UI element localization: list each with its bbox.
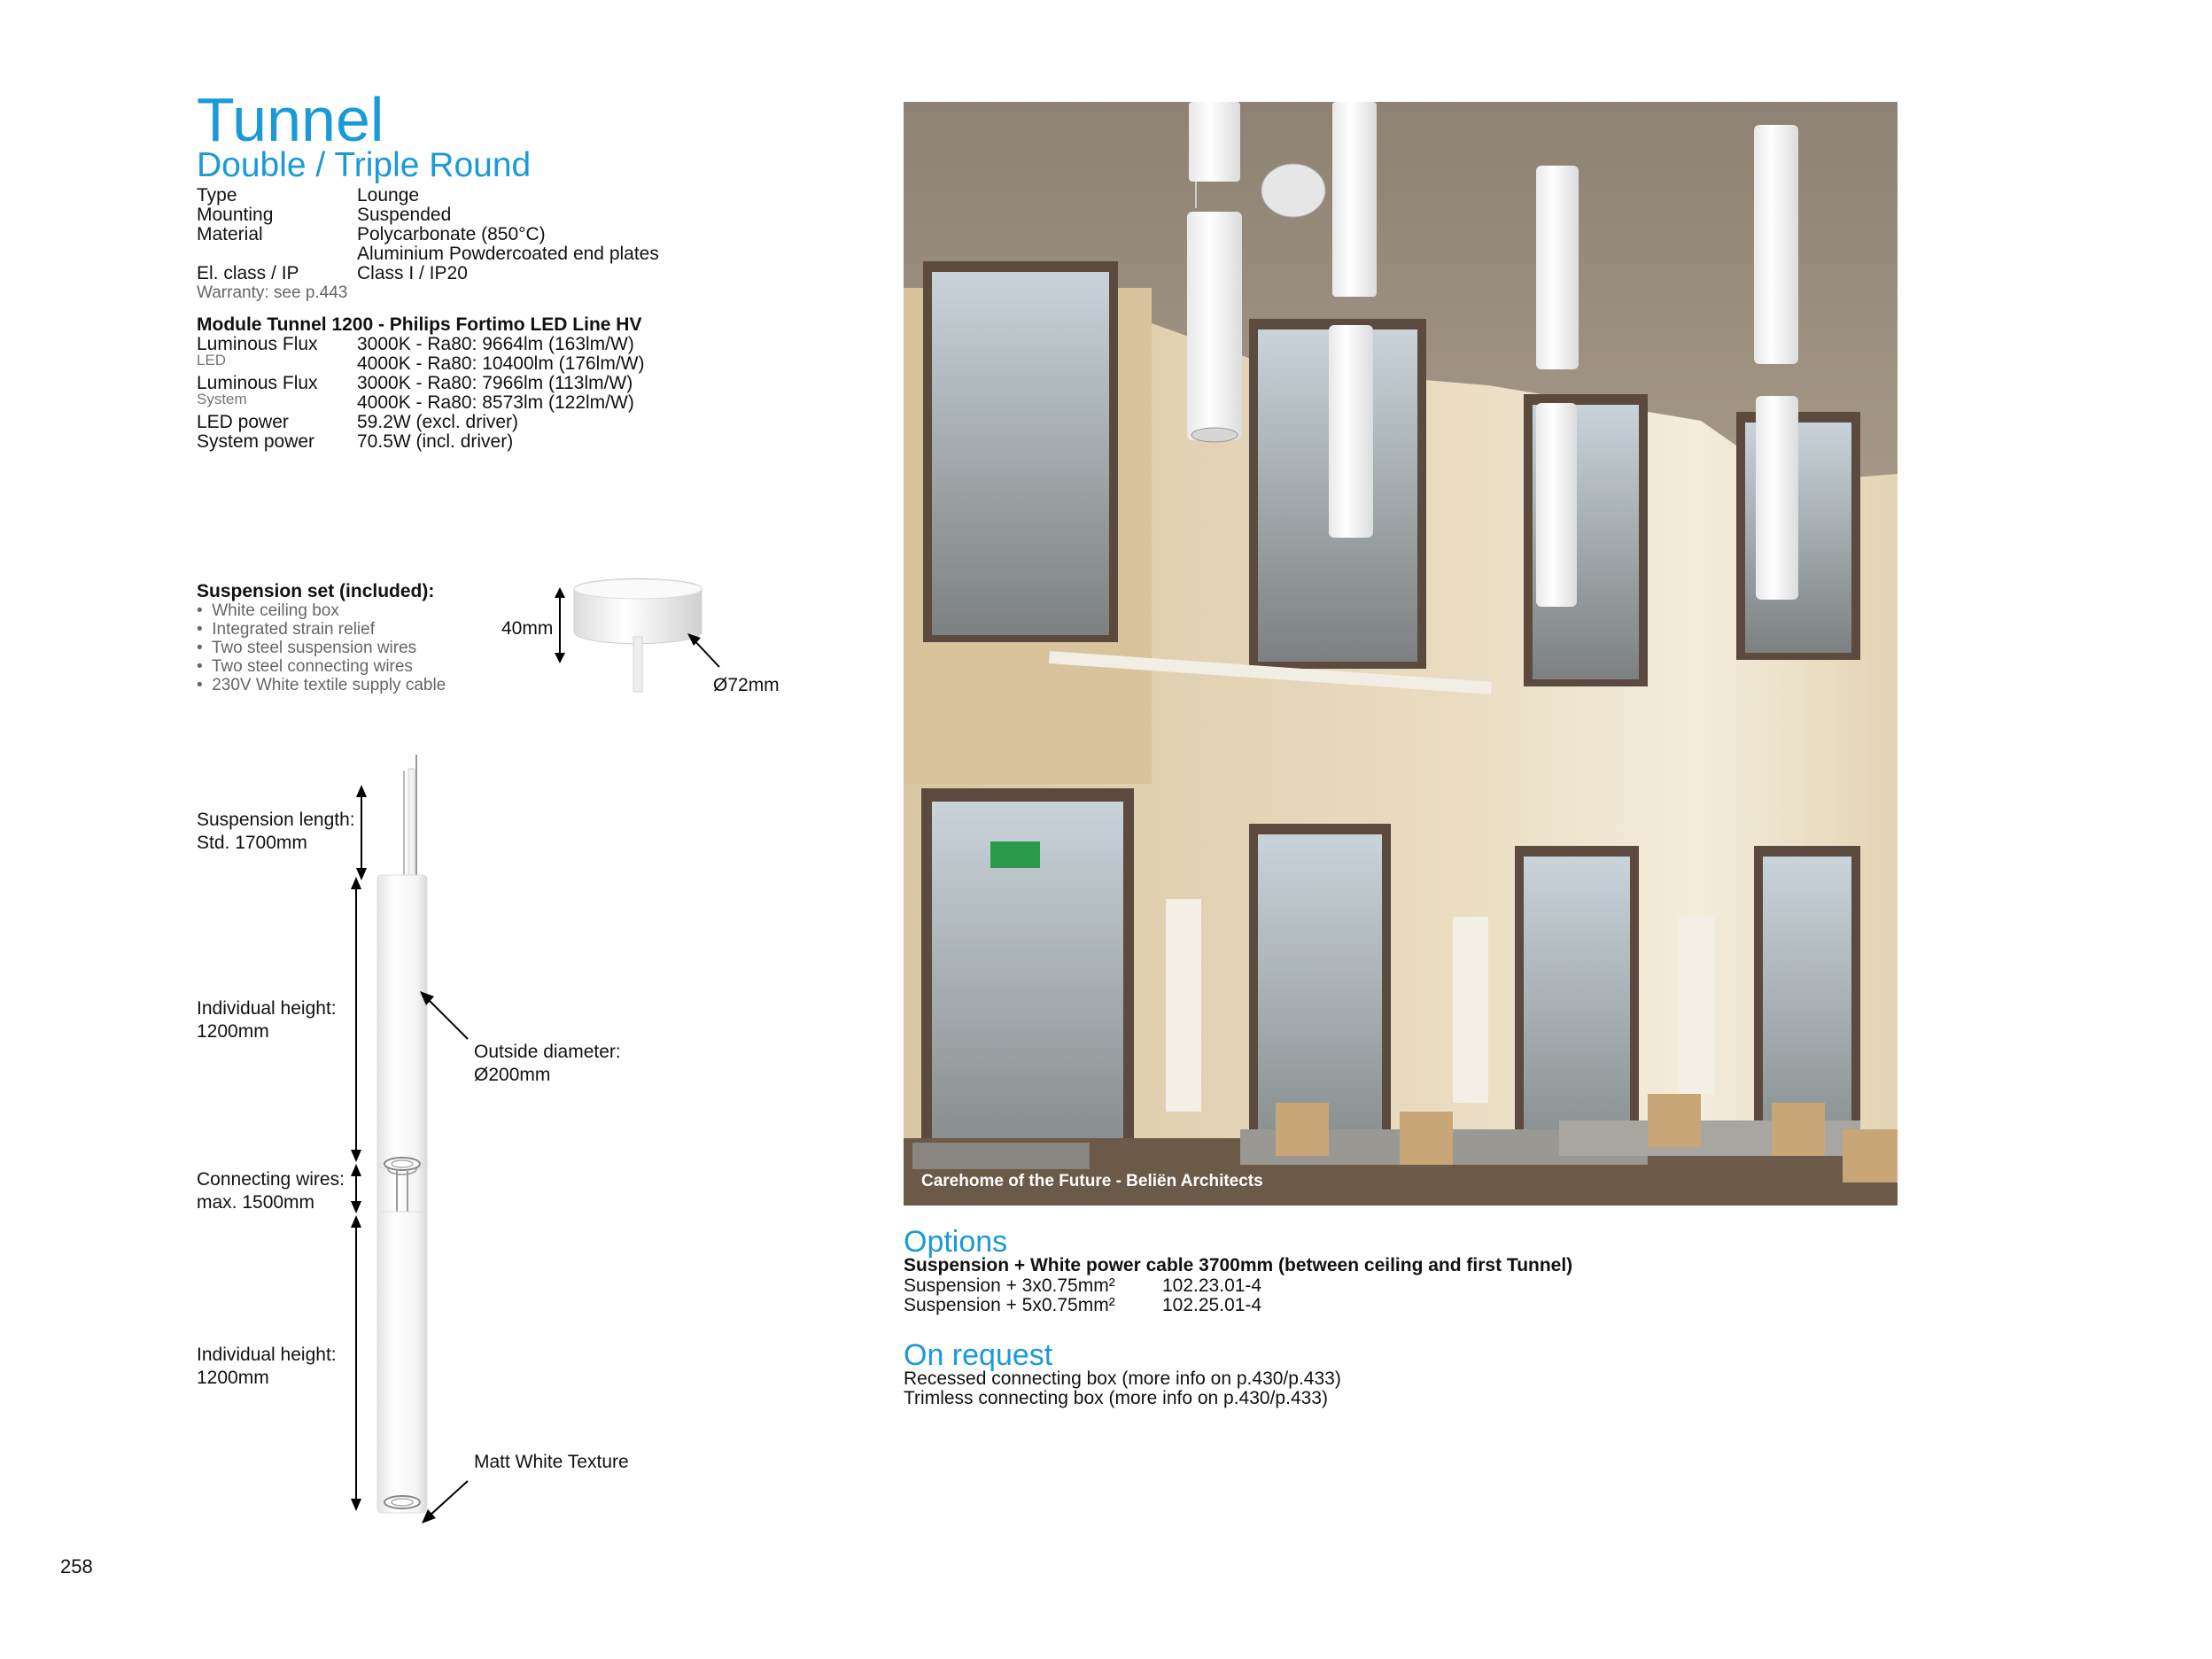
label-line: max. 1500mm xyxy=(197,1192,315,1213)
list-item: • White ceiling box xyxy=(197,601,339,620)
list-item: Trimless connecting box (more info on p.430/p.433) xyxy=(904,1388,1328,1408)
option-label: Suspension + 3x0.75mm² xyxy=(904,1275,1115,1296)
label-line: Outside diameter: xyxy=(474,1042,621,1062)
spec-value: Polycarbonate (850°C) xyxy=(357,224,546,244)
pendant-lamp xyxy=(1189,102,1240,182)
spec-label: Material xyxy=(197,224,263,244)
box-height-label: 40mm xyxy=(501,618,554,639)
spec-value: Suspended xyxy=(357,205,452,225)
suspension-set-list xyxy=(197,601,516,694)
option-code: 102.23.01-4 xyxy=(1162,1275,1262,1296)
flux-led-value-1: 3000K - Ra80: 9664lm (163lm/W) xyxy=(357,334,634,354)
label-line: 1200mm xyxy=(197,1368,269,1388)
spec-label: El. class / IP xyxy=(197,263,299,283)
page-number: 258 xyxy=(60,1555,93,1578)
list-item: • Two steel suspension wires xyxy=(197,639,417,657)
spec-table xyxy=(197,186,728,301)
list-item-text: White ceiling box xyxy=(212,601,339,620)
flux-system-sub: System xyxy=(197,391,247,407)
texture-label: Matt White Texture xyxy=(474,1452,629,1472)
interior-photo xyxy=(904,102,1898,1205)
list-item-text: Two steel connecting wires xyxy=(211,657,413,676)
pendant-lamp xyxy=(1536,166,1579,369)
system-power-value: 70.5W (incl. driver) xyxy=(357,431,514,452)
spec-value: Lounge xyxy=(357,185,420,205)
product-subtitle: Double / Triple Round xyxy=(197,146,532,184)
photo-caption: Carehome of the Future - Beliën Architects xyxy=(921,1172,1263,1190)
on-request-list xyxy=(904,1369,1341,1408)
label-line: Individual height: xyxy=(197,998,337,1019)
spec-value: Aluminium Powdercoated end plates xyxy=(357,244,659,264)
list-item: • Integrated strain relief xyxy=(197,620,375,639)
pendant-lamp xyxy=(1754,125,1798,364)
system-power-label: System power xyxy=(197,431,315,452)
options-heading: Options xyxy=(904,1225,1008,1259)
flux-system-label: Luminous Flux xyxy=(197,373,318,393)
texture-pointer xyxy=(416,1461,505,1532)
led-power-value: 59.2W (excl. driver) xyxy=(357,412,519,432)
list-item-text: Two steel suspension wires xyxy=(211,639,417,657)
option-code: 102.25.01-4 xyxy=(1162,1295,1262,1315)
list-item: • 230V White textile supply cable xyxy=(197,676,446,694)
individual-height-label-1 xyxy=(197,997,337,1043)
flux-system-value-2: 4000K - Ra80: 8573lm (122lm/W) xyxy=(357,392,634,413)
label-line: Suspension length: xyxy=(197,810,355,830)
connecting-wires-label xyxy=(197,1168,345,1214)
spec-value: Class I / IP20 xyxy=(357,263,468,283)
outside-diameter-label xyxy=(474,1041,621,1087)
spec-label: Type xyxy=(197,185,237,205)
flux-led-label: Luminous Flux xyxy=(197,334,318,354)
warranty-note: Warranty: see p.443 xyxy=(197,283,348,302)
box-diameter-label: Ø72mm xyxy=(713,675,780,695)
flux-led-value-2: 4000K - Ra80: 10400lm (176lm/W) xyxy=(357,353,645,374)
label-line: 1200mm xyxy=(197,1021,269,1042)
suspension-set-heading: Suspension set (included): xyxy=(197,581,435,601)
product-title: Tunnel xyxy=(197,85,384,154)
option-label: Suspension + 5x0.75mm² xyxy=(904,1295,1115,1315)
supply-cable xyxy=(633,637,642,692)
label-line: Ø200mm xyxy=(474,1065,551,1085)
label-line: Connecting wires: xyxy=(197,1169,345,1190)
pendant-lamp xyxy=(1332,102,1377,297)
pendant-lamp xyxy=(1329,325,1373,538)
suspension-length-label xyxy=(197,809,355,855)
pendant-lamp xyxy=(1187,212,1242,440)
on-request-heading: On request xyxy=(904,1338,1053,1372)
label-line: Std. 1700mm xyxy=(197,833,307,853)
options-table xyxy=(904,1276,1435,1321)
list-item-text: 230V White textile supply cable xyxy=(212,676,446,694)
suspension-set xyxy=(197,582,516,694)
led-power-label: LED power xyxy=(197,412,289,432)
flux-led-sub: LED xyxy=(197,352,227,368)
flux-system-value-1: 3000K - Ra80: 7966lm (113lm/W) xyxy=(357,373,633,393)
module-heading: Module Tunnel 1200 - Philips Fortimo LED Line HV xyxy=(197,314,642,335)
options-subheading: Suspension + White power cable 3700mm (between ceiling and first Tunnel) xyxy=(904,1255,1573,1275)
list-item-text: Integrated strain relief xyxy=(212,620,375,639)
pendant-lamp xyxy=(1756,396,1798,600)
list-item: • Two steel connecting wires xyxy=(197,657,413,676)
pendant-lamp xyxy=(1536,403,1577,607)
ceiling-box-top xyxy=(574,579,702,599)
individual-height-label-2 xyxy=(197,1344,337,1390)
list-item: Recessed connecting box (more info on p.430/p.433) xyxy=(904,1368,1341,1389)
spec-label: Mounting xyxy=(197,205,274,225)
luminaire-drawing xyxy=(337,744,461,1532)
module-table xyxy=(197,315,728,457)
label-line: Individual height: xyxy=(197,1345,337,1365)
